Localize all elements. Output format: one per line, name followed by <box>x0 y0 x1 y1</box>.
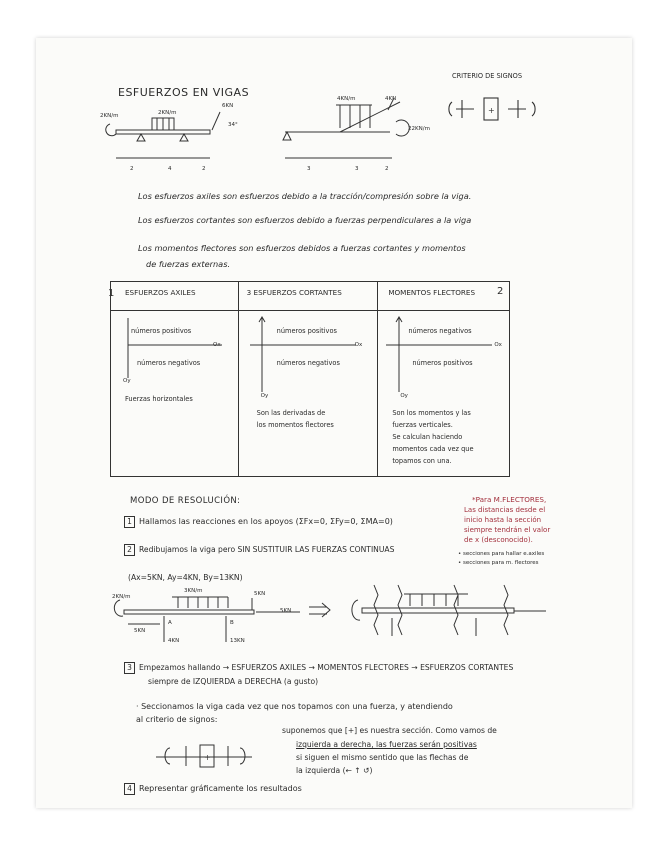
axiles-neg: números negativos <box>137 359 201 368</box>
step-1-num: 1 <box>124 516 135 528</box>
step-2-text: Redibujamos la viga pero SIN SUSTITUIR LAS FUERZAS CONTINUAS <box>139 545 395 554</box>
beam1-dim-1: 2 <box>130 166 134 172</box>
sign-example-right-arc <box>240 748 245 764</box>
beam3-side-load-label: 5KN <box>280 608 292 614</box>
section-text-2: al criterio de signos: <box>136 715 218 724</box>
table-num-mid: 3 <box>246 288 252 297</box>
section-text-1: · Seccionamos la viga cada vez que nos topamos con una fuerza, y atendiendo <box>136 702 453 711</box>
bullet-axiles: Los esfuerzos axiles son esfuerzos debido a la tracción/compresión sobre la viga. <box>138 191 472 201</box>
beam1-dist-load-label: 2KN/m <box>158 110 177 116</box>
red-note-5: de x (desconocido). <box>464 536 533 544</box>
beam1-dim-3: 2 <box>202 166 206 172</box>
cortantes-ox: Ox <box>354 342 363 349</box>
beam1-dim-2: 4 <box>168 166 172 172</box>
bullet-flectores-cont: de fuerzas externas. <box>146 259 231 269</box>
red-note-4: siempre tendrán el valor <box>464 526 551 534</box>
beam2-dist-load-label: 4KN/m <box>337 96 356 102</box>
beam2-dim-3: 2 <box>385 166 389 172</box>
red-note-3: inicio hasta la sección <box>464 516 542 524</box>
beam3-moment-label: 2KN/m <box>112 594 131 600</box>
sign-plus-glyph: + <box>488 106 495 115</box>
flectores-ox: Ox <box>494 342 502 349</box>
cortantes-neg: números negativos <box>276 359 340 368</box>
beam2-moment-label: 22KN/m <box>408 126 430 132</box>
step-1-text: Hallamos las reacciones en los apoyos (ΣFx=0, ΣFy=0, ΣMA=0) <box>139 517 393 526</box>
flectores-note2: fuerzas verticales. <box>392 421 453 430</box>
flectores-pos: números negativos <box>408 327 472 336</box>
beam2-point-load-label: 4KN <box>385 96 397 102</box>
table-num-left: 1 <box>108 288 115 299</box>
axiles-oy: Oy <box>123 378 131 385</box>
head-flectores: MOMENTOS FLECTORES <box>388 288 476 297</box>
red-note-2: Las distancias desde el <box>464 506 546 514</box>
flectores-note5: topamos con una. <box>392 457 452 466</box>
axiles-note: Fuerzas horizontales <box>125 395 193 404</box>
flectores-note3: Se calculan haciendo <box>392 433 463 442</box>
head-axiles: ESFUERZOS AXILES <box>125 288 196 297</box>
suppose-3: si siguen el mismo sentido que las flechas de <box>296 753 469 762</box>
bullet-cortantes: Los esfuerzos cortantes son esfuerzos debido a fuerzas perpendiculares a la viga <box>138 215 472 225</box>
page-title: ESFUERZOS EN VIGAS <box>118 86 250 99</box>
axiles-pos: números positivos <box>131 327 192 336</box>
beam1-angle-label: 34° <box>228 122 238 128</box>
step-4-num: 4 <box>124 783 135 795</box>
red-note-1: *Para M.FLECTORES, <box>472 495 547 504</box>
cortantes-note2: los momentos flectores <box>256 421 334 430</box>
head-cortantes: ESFUERZOS CORTANTES <box>253 288 342 297</box>
beam3-dist-load-label: 3KN/m <box>184 588 203 594</box>
beam3-by-label: 13KN <box>230 638 245 644</box>
beam3-point-load-label: 5KN <box>254 591 266 597</box>
cortantes-oy: Oy <box>260 393 269 400</box>
step-2-num: 2 <box>124 544 135 556</box>
axiles-ox: Ox <box>213 342 221 349</box>
suppose-1: suponemos que [+] es nuestra sección. Como vamos de <box>282 726 497 735</box>
table-num-right: 2 <box>497 286 504 297</box>
step-3-sub: siempre de IZQUIERDA a DERECHA (a gusto) <box>148 677 319 686</box>
method-title: MODO DE RESOLUCIÓN: <box>130 496 241 506</box>
reactions-text: (Ax=5KN, Ay=4KN, By=13KN) <box>128 573 243 582</box>
suppose-4: la izquierda (← ↑ ↺) <box>296 766 373 775</box>
beam1-moment-label: 2KN/m <box>100 113 119 119</box>
step-4 <box>124 783 302 795</box>
bullet-flectores: Los momentos flectores son esfuerzos debidos a fuerzas cortantes y momentos <box>138 243 466 253</box>
beam1-point-load-label: 6KN <box>222 103 234 109</box>
step-3-num: 3 <box>124 662 135 674</box>
flectores-neg: números positivos <box>412 359 473 368</box>
step-3-text: Empezamos hallando → ESFUERZOS AXILES → MOMENTOS FLECTORES → ESFUERZOS CORTANTES <box>139 663 514 672</box>
sign-example-plus: + <box>204 753 211 762</box>
sign-criteria-title: CRITERIO DE SIGNOS <box>452 72 523 80</box>
flectores-note1: Son los momentos y las <box>392 409 471 418</box>
beam3-b-label: B <box>230 620 234 626</box>
beam3-ax-label: 5KN <box>134 628 146 634</box>
suppose-2: izquierda a derecha, las fuerzas serán positivas <box>296 740 477 749</box>
sign-example-left-arc <box>165 748 170 764</box>
beam3-ay-label: 4KN <box>168 638 180 644</box>
cortantes-note1: Son las derivadas de <box>256 409 326 418</box>
beam2-dim-1: 3 <box>307 166 311 172</box>
beam2-dim-2: 3 <box>355 166 359 172</box>
beam3-a-label: A <box>168 620 172 626</box>
legend-flectores: • secciones para m. flectores <box>458 560 539 566</box>
step-4-text: Representar gráficamente los resultados <box>139 784 302 793</box>
legend-axiles: • secciones para hallar e.axiles <box>458 551 545 557</box>
cortantes-pos: números positivos <box>276 327 337 336</box>
flectores-note4: momentos cada vez que <box>392 445 474 454</box>
flectores-oy: Oy <box>400 393 408 400</box>
